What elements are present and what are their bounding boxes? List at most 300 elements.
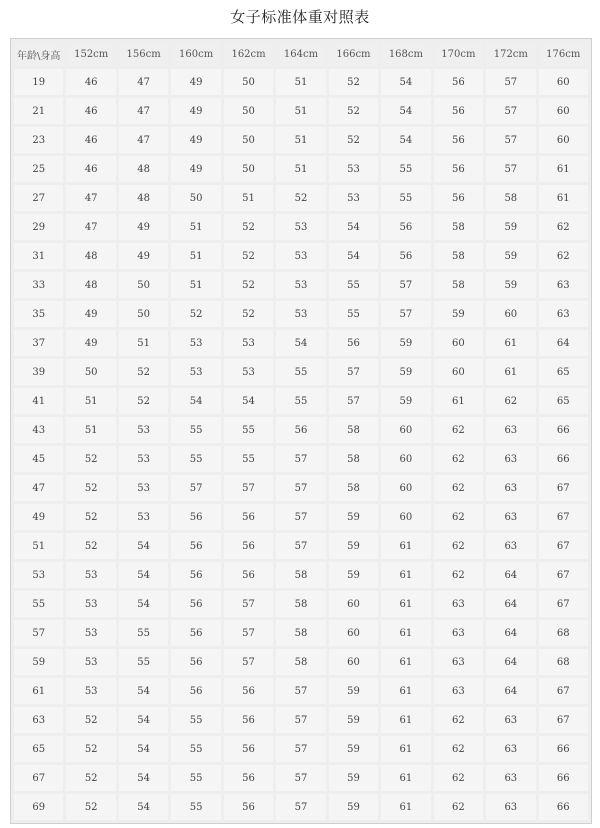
weight-cell: 63 — [486, 736, 535, 762]
weight-cell: 53 — [119, 417, 168, 443]
age-cell: 63 — [14, 707, 63, 733]
weight-cell: 53 — [329, 185, 378, 211]
weight-cell: 61 — [381, 562, 430, 588]
weight-cell: 56 — [224, 533, 273, 559]
weight-cell: 49 — [171, 69, 220, 95]
weight-cell: 56 — [434, 98, 483, 124]
weight-cell: 57 — [486, 69, 535, 95]
weight-cell: 56 — [276, 417, 325, 443]
weight-cell: 61 — [381, 620, 430, 646]
age-cell: 33 — [14, 272, 63, 298]
weight-cell: 65 — [539, 359, 588, 385]
weight-cell: 57 — [381, 301, 430, 327]
weight-cell: 52 — [224, 301, 273, 327]
weight-cell: 67 — [539, 562, 588, 588]
weight-cell: 53 — [66, 591, 115, 617]
weight-cell: 57 — [486, 156, 535, 182]
weight-cell: 52 — [329, 127, 378, 153]
weight-cell: 56 — [224, 794, 273, 820]
weight-cell: 50 — [224, 156, 273, 182]
age-cell: 43 — [14, 417, 63, 443]
weight-cell: 57 — [381, 272, 430, 298]
weight-cell: 61 — [381, 765, 430, 791]
weight-cell: 51 — [171, 243, 220, 269]
column-header-172cm: 172cm — [486, 42, 535, 66]
weight-cell: 60 — [381, 504, 430, 530]
weight-cell: 56 — [171, 504, 220, 530]
weight-cell: 65 — [539, 388, 588, 414]
weight-cell: 55 — [171, 417, 220, 443]
weight-cell: 51 — [171, 272, 220, 298]
weight-cell: 52 — [171, 301, 220, 327]
weight-cell: 59 — [486, 214, 535, 240]
weight-cell: 64 — [486, 620, 535, 646]
weight-cell: 52 — [276, 185, 325, 211]
weight-cell: 66 — [539, 446, 588, 472]
weight-cell: 52 — [66, 504, 115, 530]
age-cell: 25 — [14, 156, 63, 182]
age-cell: 55 — [14, 591, 63, 617]
age-cell: 53 — [14, 562, 63, 588]
weight-cell: 52 — [66, 736, 115, 762]
weight-cell: 57 — [486, 98, 535, 124]
age-cell: 31 — [14, 243, 63, 269]
weight-cell: 52 — [66, 794, 115, 820]
weight-cell: 47 — [119, 127, 168, 153]
age-cell: 67 — [14, 765, 63, 791]
age-cell: 57 — [14, 620, 63, 646]
table-row — [14, 272, 588, 298]
weight-cell: 62 — [539, 243, 588, 269]
weight-cell: 57 — [276, 707, 325, 733]
age-cell: 27 — [14, 185, 63, 211]
age-cell: 37 — [14, 330, 63, 356]
table-row — [14, 69, 588, 95]
weight-cell: 58 — [434, 214, 483, 240]
weight-cell: 63 — [486, 475, 535, 501]
weight-cell: 54 — [119, 562, 168, 588]
weight-cell: 55 — [224, 446, 273, 472]
table-row — [14, 475, 588, 501]
weight-cell: 55 — [171, 765, 220, 791]
table-row — [14, 794, 588, 820]
weight-cell: 54 — [119, 736, 168, 762]
weight-cell: 54 — [119, 794, 168, 820]
weight-cell: 57 — [276, 475, 325, 501]
weight-cell: 51 — [276, 98, 325, 124]
weight-table-container — [10, 38, 592, 824]
column-header-164cm: 164cm — [276, 42, 325, 66]
weight-cell: 62 — [486, 388, 535, 414]
age-cell: 19 — [14, 69, 63, 95]
weight-cell: 56 — [224, 678, 273, 704]
weight-cell: 51 — [66, 417, 115, 443]
weight-cell: 55 — [224, 417, 273, 443]
weight-cell: 60 — [329, 620, 378, 646]
weight-cell: 60 — [381, 417, 430, 443]
age-cell: 39 — [14, 359, 63, 385]
weight-cell: 53 — [171, 330, 220, 356]
weight-cell: 59 — [381, 388, 430, 414]
weight-cell: 63 — [434, 620, 483, 646]
age-cell: 61 — [14, 678, 63, 704]
weight-cell: 57 — [276, 446, 325, 472]
weight-cell: 56 — [171, 649, 220, 675]
weight-cell: 59 — [329, 765, 378, 791]
table-row — [14, 678, 588, 704]
weight-cell: 63 — [486, 794, 535, 820]
age-cell: 35 — [14, 301, 63, 327]
weight-cell: 62 — [539, 214, 588, 240]
weight-cell: 62 — [434, 794, 483, 820]
weight-cell: 60 — [486, 301, 535, 327]
weight-cell: 47 — [119, 69, 168, 95]
weight-cell: 53 — [276, 214, 325, 240]
weight-cell: 53 — [119, 504, 168, 530]
weight-cell: 61 — [486, 330, 535, 356]
weight-cell: 62 — [434, 562, 483, 588]
table-row — [14, 243, 588, 269]
weight-cell: 56 — [329, 330, 378, 356]
weight-cell: 58 — [329, 446, 378, 472]
weight-cell: 51 — [276, 156, 325, 182]
weight-cell: 67 — [539, 678, 588, 704]
column-header-176cm: 176cm — [539, 42, 588, 66]
weight-cell: 60 — [539, 98, 588, 124]
table-row — [14, 127, 588, 153]
weight-cell: 60 — [381, 446, 430, 472]
weight-cell: 59 — [329, 707, 378, 733]
weight-cell: 66 — [539, 794, 588, 820]
age-cell: 49 — [14, 504, 63, 530]
weight-cell: 64 — [486, 562, 535, 588]
weight-cell: 54 — [119, 765, 168, 791]
age-cell: 47 — [14, 475, 63, 501]
age-cell: 29 — [14, 214, 63, 240]
weight-cell: 60 — [329, 649, 378, 675]
weight-cell: 53 — [66, 620, 115, 646]
weight-cell: 47 — [66, 214, 115, 240]
weight-cell: 55 — [171, 446, 220, 472]
weight-cell: 67 — [539, 475, 588, 501]
weight-cell: 53 — [276, 301, 325, 327]
weight-cell: 61 — [381, 591, 430, 617]
weight-cell: 58 — [434, 272, 483, 298]
weight-cell: 56 — [381, 243, 430, 269]
weight-cell: 63 — [434, 678, 483, 704]
weight-cell: 66 — [539, 417, 588, 443]
weight-cell: 63 — [539, 272, 588, 298]
weight-cell: 56 — [224, 562, 273, 588]
column-header-168cm: 168cm — [381, 42, 430, 66]
weight-cell: 63 — [434, 649, 483, 675]
weight-cell: 57 — [276, 533, 325, 559]
weight-cell: 51 — [66, 388, 115, 414]
weight-cell: 61 — [381, 678, 430, 704]
weight-cell: 59 — [329, 678, 378, 704]
column-header-170cm: 170cm — [434, 42, 483, 66]
weight-cell: 63 — [486, 765, 535, 791]
weight-cell: 61 — [539, 156, 588, 182]
weight-cell: 54 — [381, 127, 430, 153]
weight-cell: 64 — [486, 649, 535, 675]
weight-cell: 49 — [119, 243, 168, 269]
table-row — [14, 446, 588, 472]
weight-cell: 49 — [119, 214, 168, 240]
table-row — [14, 359, 588, 385]
weight-cell: 47 — [66, 185, 115, 211]
weight-cell: 63 — [539, 301, 588, 327]
weight-cell: 56 — [224, 765, 273, 791]
weight-cell: 59 — [329, 504, 378, 530]
weight-cell: 50 — [224, 69, 273, 95]
weight-cell: 60 — [381, 475, 430, 501]
weight-cell: 54 — [119, 533, 168, 559]
weight-cell: 57 — [329, 388, 378, 414]
weight-cell: 50 — [119, 301, 168, 327]
weight-cell: 55 — [119, 620, 168, 646]
weight-cell: 51 — [224, 185, 273, 211]
weight-cell: 63 — [486, 504, 535, 530]
weight-cell: 52 — [329, 69, 378, 95]
page-title: 女子标准体重对照表 — [230, 8, 370, 26]
weight-cell: 52 — [66, 446, 115, 472]
age-cell: 21 — [14, 98, 63, 124]
weight-cell: 54 — [119, 707, 168, 733]
weight-cell: 60 — [539, 69, 588, 95]
weight-cell: 56 — [171, 562, 220, 588]
table-row — [14, 591, 588, 617]
weight-cell: 48 — [66, 272, 115, 298]
table-row — [14, 388, 588, 414]
weight-cell: 60 — [329, 591, 378, 617]
weight-cell: 56 — [224, 504, 273, 530]
weight-cell: 50 — [224, 127, 273, 153]
weight-cell: 67 — [539, 504, 588, 530]
weight-cell: 62 — [434, 504, 483, 530]
weight-cell: 62 — [434, 417, 483, 443]
weight-cell: 59 — [329, 562, 378, 588]
weight-cell: 56 — [171, 591, 220, 617]
weight-cell: 53 — [66, 649, 115, 675]
weight-cell: 50 — [66, 359, 115, 385]
weight-cell: 61 — [381, 794, 430, 820]
weight-cell: 68 — [539, 649, 588, 675]
weight-cell: 57 — [224, 591, 273, 617]
weight-cell: 57 — [276, 794, 325, 820]
weight-cell: 61 — [539, 185, 588, 211]
age-cell: 51 — [14, 533, 63, 559]
table-row — [14, 707, 588, 733]
weight-cell: 54 — [381, 69, 430, 95]
weight-cell: 57 — [329, 359, 378, 385]
weight-cell: 52 — [119, 388, 168, 414]
weight-cell: 55 — [329, 301, 378, 327]
weight-cell: 57 — [276, 678, 325, 704]
weight-cell: 46 — [66, 156, 115, 182]
weight-cell: 61 — [381, 707, 430, 733]
weight-cell: 47 — [119, 98, 168, 124]
table-row — [14, 301, 588, 327]
weight-cell: 54 — [329, 214, 378, 240]
weight-cell: 57 — [276, 736, 325, 762]
weight-cell: 61 — [434, 388, 483, 414]
weight-cell: 66 — [539, 765, 588, 791]
weight-cell: 67 — [539, 533, 588, 559]
age-cell: 23 — [14, 127, 63, 153]
weight-cell: 49 — [171, 156, 220, 182]
weight-cell: 49 — [171, 127, 220, 153]
weight-cell: 59 — [381, 330, 430, 356]
weight-cell: 51 — [276, 69, 325, 95]
weight-cell: 53 — [329, 156, 378, 182]
age-cell: 65 — [14, 736, 63, 762]
weight-cell: 58 — [276, 620, 325, 646]
weight-cell: 52 — [224, 214, 273, 240]
weight-cell: 59 — [329, 533, 378, 559]
table-row — [14, 330, 588, 356]
weight-cell: 55 — [381, 185, 430, 211]
weight-cell: 53 — [119, 446, 168, 472]
weight-cell: 61 — [486, 359, 535, 385]
weight-cell: 57 — [276, 765, 325, 791]
weight-cell: 56 — [171, 533, 220, 559]
weight-cell: 55 — [171, 736, 220, 762]
weight-cell: 48 — [66, 243, 115, 269]
weight-cell: 52 — [119, 359, 168, 385]
table-row — [14, 620, 588, 646]
weight-cell: 63 — [486, 707, 535, 733]
weight-cell: 60 — [539, 127, 588, 153]
weight-cell: 64 — [539, 330, 588, 356]
weight-cell: 58 — [276, 649, 325, 675]
weight-cell: 56 — [434, 185, 483, 211]
weight-cell: 57 — [224, 620, 273, 646]
weight-cell: 53 — [66, 678, 115, 704]
table-header-row — [14, 42, 588, 66]
weight-cell: 56 — [171, 678, 220, 704]
weight-cell: 63 — [486, 446, 535, 472]
table-row — [14, 417, 588, 443]
age-cell: 59 — [14, 649, 63, 675]
weight-cell: 49 — [171, 98, 220, 124]
weight-cell: 46 — [66, 69, 115, 95]
age-cell: 41 — [14, 388, 63, 414]
age-cell: 45 — [14, 446, 63, 472]
weight-cell: 52 — [66, 475, 115, 501]
weight-cell: 55 — [119, 649, 168, 675]
weight-cell: 53 — [276, 272, 325, 298]
weight-cell: 53 — [119, 475, 168, 501]
column-header-160cm: 160cm — [171, 42, 220, 66]
weight-cell: 54 — [119, 678, 168, 704]
weight-cell: 52 — [66, 707, 115, 733]
weight-cell: 53 — [224, 330, 273, 356]
weight-cell: 46 — [66, 98, 115, 124]
table-row — [14, 649, 588, 675]
table-row — [14, 736, 588, 762]
weight-cell: 55 — [171, 794, 220, 820]
weight-cell: 49 — [66, 301, 115, 327]
column-header-162cm: 162cm — [224, 42, 273, 66]
weight-cell: 58 — [329, 475, 378, 501]
weight-cell: 66 — [539, 736, 588, 762]
table-row — [14, 214, 588, 240]
weight-table-body — [14, 42, 588, 820]
weight-cell: 56 — [434, 156, 483, 182]
weight-cell: 57 — [224, 649, 273, 675]
column-header-166cm: 166cm — [329, 42, 378, 66]
weight-cell: 63 — [434, 591, 483, 617]
weight-cell: 52 — [66, 765, 115, 791]
weight-cell: 54 — [276, 330, 325, 356]
weight-cell: 67 — [539, 591, 588, 617]
weight-table — [11, 39, 591, 823]
weight-cell: 53 — [224, 359, 273, 385]
age-cell: 69 — [14, 794, 63, 820]
weight-cell: 56 — [434, 127, 483, 153]
weight-cell: 54 — [119, 591, 168, 617]
weight-cell: 56 — [171, 620, 220, 646]
weight-cell: 61 — [381, 736, 430, 762]
weight-cell: 58 — [276, 591, 325, 617]
weight-cell: 52 — [224, 272, 273, 298]
weight-cell: 55 — [276, 388, 325, 414]
weight-cell: 63 — [486, 417, 535, 443]
weight-cell: 55 — [381, 156, 430, 182]
table-row — [14, 98, 588, 124]
weight-cell: 49 — [66, 330, 115, 356]
weight-cell: 64 — [486, 591, 535, 617]
weight-cell: 55 — [171, 707, 220, 733]
column-header-156cm: 156cm — [119, 42, 168, 66]
weight-cell: 53 — [66, 562, 115, 588]
weight-cell: 57 — [171, 475, 220, 501]
weight-cell: 59 — [434, 301, 483, 327]
weight-cell: 55 — [276, 359, 325, 385]
weight-cell: 54 — [224, 388, 273, 414]
weight-cell: 58 — [329, 417, 378, 443]
weight-cell: 57 — [224, 475, 273, 501]
corner-header-cell: 年龄\身高 — [14, 42, 63, 66]
weight-cell: 59 — [329, 736, 378, 762]
weight-cell: 50 — [119, 272, 168, 298]
weight-cell: 62 — [434, 707, 483, 733]
weight-cell: 52 — [329, 98, 378, 124]
weight-cell: 58 — [276, 562, 325, 588]
weight-cell: 59 — [486, 272, 535, 298]
weight-cell: 60 — [434, 330, 483, 356]
weight-cell: 54 — [329, 243, 378, 269]
weight-cell: 52 — [224, 243, 273, 269]
weight-cell: 56 — [381, 214, 430, 240]
weight-cell: 51 — [276, 127, 325, 153]
weight-cell: 68 — [539, 620, 588, 646]
weight-cell: 61 — [381, 649, 430, 675]
table-row — [14, 185, 588, 211]
table-row — [14, 765, 588, 791]
weight-cell: 57 — [486, 127, 535, 153]
weight-cell: 58 — [434, 243, 483, 269]
weight-cell: 53 — [276, 243, 325, 269]
weight-cell: 59 — [486, 243, 535, 269]
table-row — [14, 533, 588, 559]
weight-cell: 54 — [381, 98, 430, 124]
weight-cell: 62 — [434, 475, 483, 501]
weight-cell: 50 — [224, 98, 273, 124]
table-row — [14, 562, 588, 588]
table-row — [14, 504, 588, 530]
